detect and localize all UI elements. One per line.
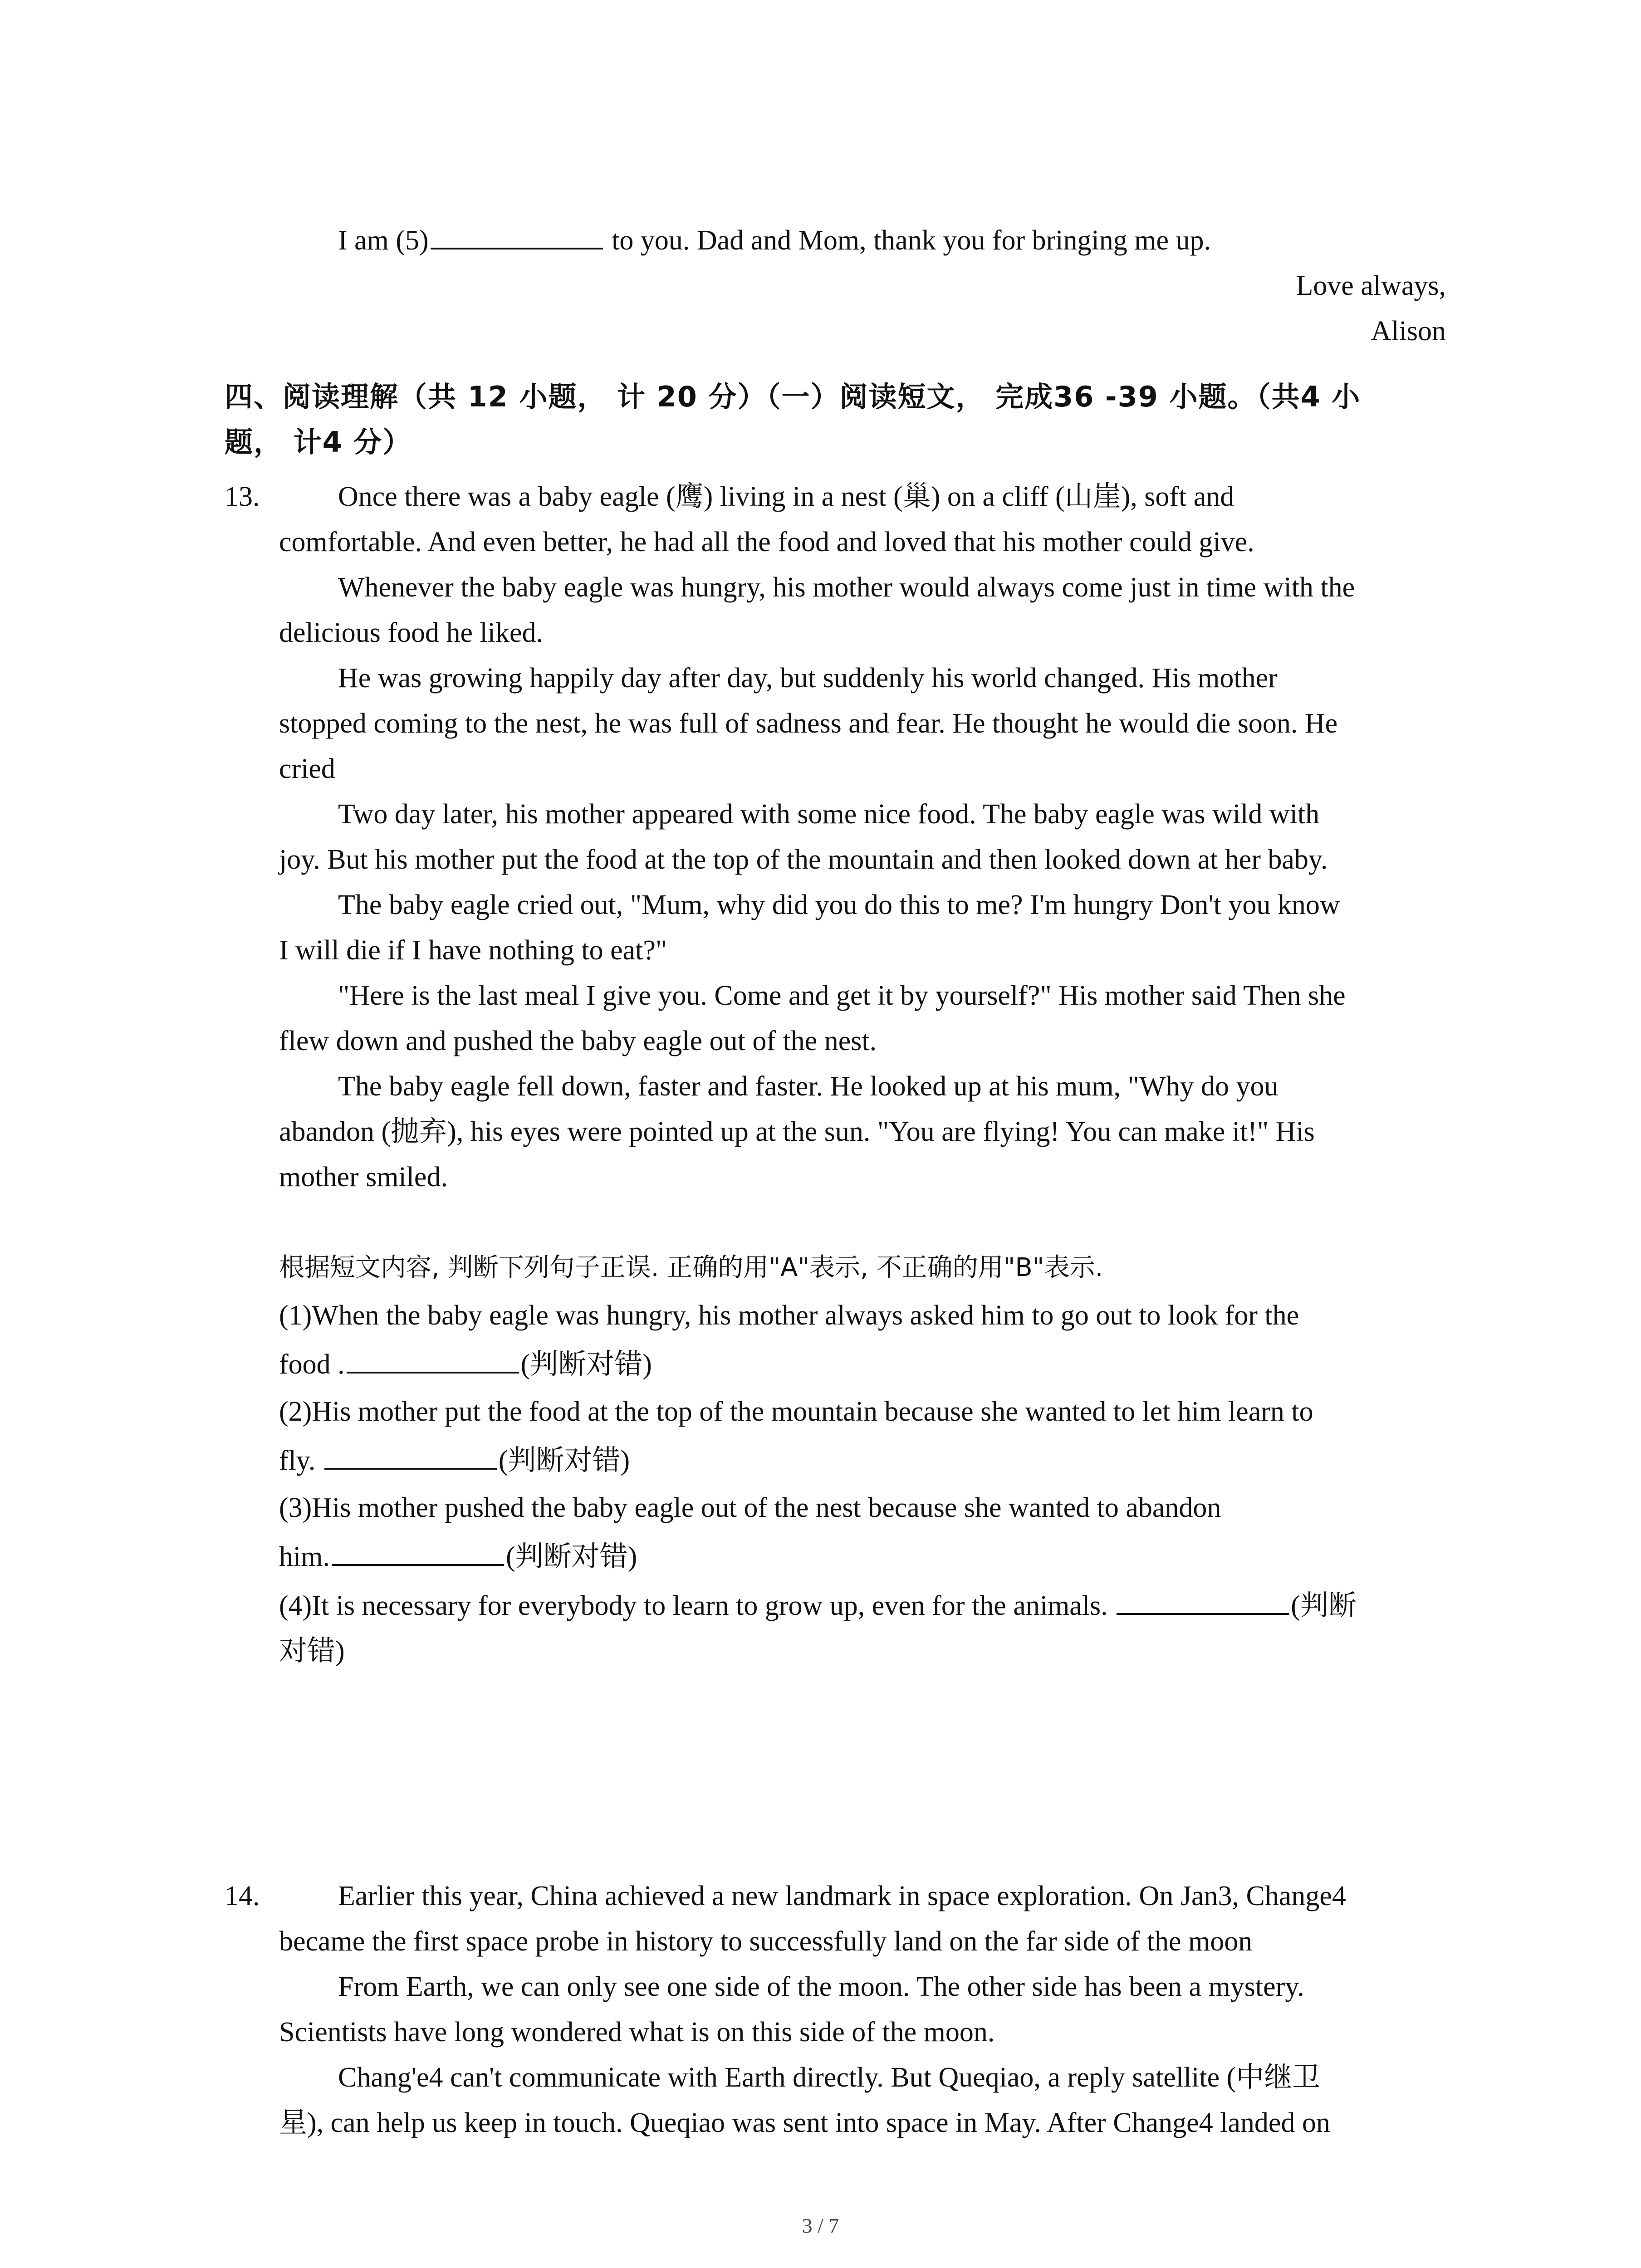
passage-line: Two day later, his mother appeared with some nice food. The baby eagle was wild with (338, 799, 1320, 830)
item-3-answer-line (279, 1534, 637, 1579)
letter-line-5 (338, 218, 1211, 263)
item-1-text: (1)When the baby eagle was hungry, his mother always asked him to go out to look for the (279, 1300, 1299, 1331)
item-4-tail: 对错) (279, 1636, 345, 1667)
letter-line-prefix: I am (5) (338, 225, 429, 256)
passage-line: From Earth, we can only see one side of the moon. The other side has been a mystery. (338, 1971, 1304, 2002)
letter-signature: Alison (1371, 316, 1446, 347)
item-1-suffix: (判断对错) (520, 1349, 652, 1380)
item-3-text: (3)His mother pushed the baby eagle out of the nest because she wanted to abandon (279, 1492, 1221, 1523)
passage-line: I will die if I have nothing to eat?" (279, 935, 667, 966)
item-2-answer-line (279, 1438, 630, 1483)
answer-blank-item-3[interactable] (332, 1538, 504, 1566)
item-4-suffix: (判断 (1291, 1590, 1357, 1621)
question-number-13: 13. (225, 481, 260, 512)
answer-blank-item-1[interactable] (347, 1345, 519, 1374)
passage-line: comfortable. And even better, he had all the food and loved that his mother could give. (279, 527, 1254, 557)
item-2-text: (2)His mother put the food at the top of the mountain because she wanted to let him learn to (279, 1396, 1313, 1427)
passage-line: Earlier this year, China achieved a new landmark in space exploration. On Jan3, Change4 (338, 1881, 1346, 1911)
letter-line-suffix: to you. Dad and Mom, thank you for bringing me up. (604, 225, 1211, 256)
instruction-text: 根据短文内容, 判断下列句子正误. 正确的用"A"表示, 不正确的用"B"表示. (279, 1253, 1103, 1282)
passage-line: became the first space probe in history to successfully land on the far side of the moon (279, 1926, 1253, 1957)
passage-line: Once there was a baby eagle (鹰) living in a nest (巢) on a cliff (山崖), soft and (338, 481, 1234, 512)
passage-line: 星), can help us keep in touch. Queqiao was sent into space in May. After Change4 landed on (279, 2107, 1330, 2138)
passage-line: flew down and pushed the baby eagle out of the nest. (279, 1026, 877, 1056)
passage-line: stopped coming to the nest, he was full of sadness and fear. He thought he would die soon. He (279, 708, 1338, 739)
passage-line: "Here is the last meal I give you. Come and get it by yourself?" His mother said Then she (338, 980, 1346, 1011)
passage-line: mother smiled. (279, 1162, 448, 1193)
item-4-prefix: (4)It is necessary for everybody to learn to grow up, even for the animals. (279, 1590, 1115, 1621)
answer-blank-5[interactable] (431, 221, 603, 249)
section-heading-line2: 题， 计4 分） (225, 425, 412, 459)
passage-line: Chang'e4 can't communicate with Earth directly. But Queqiao, a reply satellite (中继卫 (338, 2062, 1321, 2093)
passage-line: Whenever the baby eagle was hungry, his mother would always come just in time with the (338, 572, 1355, 603)
item-3-suffix: (判断对错) (505, 1541, 637, 1572)
passage-line: Scientists have long wondered what is on this side of the moon. (279, 2017, 995, 2048)
question-number-14: 14. (225, 1881, 260, 1911)
item-1-answer-line (279, 1342, 652, 1387)
passage-line: joy. But his mother put the food at the top of the mountain and then looked down at her baby. (279, 844, 1328, 875)
answer-blank-item-2[interactable] (324, 1442, 497, 1470)
item-4-text (279, 1583, 1357, 1628)
passage-line: abandon (抛弃), his eyes were pointed up at the sun. "You are flying! You can make it!" His (279, 1116, 1315, 1147)
passage-line: He was growing happily day after day, but suddenly his world changed. His mother (338, 663, 1278, 694)
letter-closing: Love always, (1296, 270, 1446, 301)
item-2-suffix: (判断对错) (498, 1445, 630, 1476)
item-2-prefix: fly. (279, 1445, 323, 1476)
item-1-prefix: food . (279, 1349, 345, 1380)
page-number: 3 / 7 (802, 2214, 839, 2237)
answer-blank-item-4[interactable] (1117, 1587, 1289, 1615)
passage-line: delicious food he liked. (279, 617, 543, 648)
passage-line: cried (279, 753, 335, 784)
passage-line: The baby eagle cried out, "Mum, why did you do this to me? I'm hungry Don't you know (338, 890, 1340, 920)
item-3-prefix: him. (279, 1541, 330, 1572)
passage-line: The baby eagle fell down, faster and faster. He looked up at his mum, "Why do you (338, 1071, 1279, 1102)
section-heading-line1: 四、阅读理解（共 12 小题， 计 20 分）（一）阅读短文， 完成36 -39 小题。（共4 小 (225, 380, 1361, 413)
